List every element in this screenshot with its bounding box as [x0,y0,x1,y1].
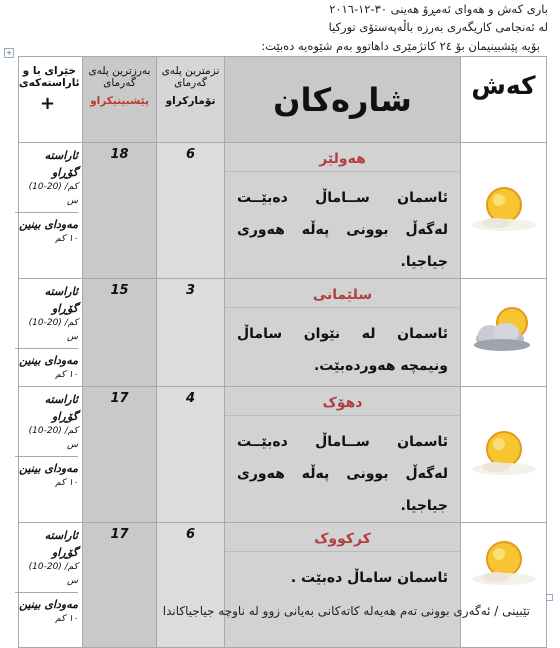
visibility-label: مەودای بینین [19,353,78,367]
table-row [19,523,547,648]
city-forecast: ئاسمان لە نێوان ساماڵ ونیمچە هەوردەبێت. [237,326,448,374]
wind-cell [19,387,83,523]
wind-speed: (10-20) کم/س [28,562,78,587]
wind-speed: (10-20) کم/س [28,182,78,207]
min-temp-header-sub: تۆمارکراو [165,95,216,107]
city-name: دهۆک [225,387,460,416]
visibility-label: مەودای بینین [19,217,78,231]
min-temp-cell: 3 [157,279,225,387]
city-name: کرکووک [225,523,460,552]
visibility-label: مەودای بینین [19,597,78,611]
table-row [19,279,547,387]
sunny-icon [466,179,542,239]
min-temp-column-header [157,57,225,143]
city-forecast: ئاسمان ســاماڵ دەبێــت لەگەڵ بوونی پەڵە هەوری جیاجیا. [237,190,448,270]
weather-column-header: کەش [461,57,547,143]
max-temp-cell: 18 [83,143,157,279]
wind-cell [19,523,83,648]
city-cell [225,387,461,523]
city-cell [225,279,461,387]
header-date-line: باری کەش و هەوای ئەمڕۆ هەینی ٣٠-١٢-٢٠١٦ [329,2,548,16]
city-name: سلێمانی [225,279,460,308]
wind-speed: (10-20) کم/س [28,318,78,343]
max-temp-cell: 17 [83,523,157,648]
table-resize-handle[interactable] [546,594,553,601]
max-temp-header-sub: پێشبینیکراو [90,95,149,107]
wind-header-label: خێرای با و ئاراستەکەی [19,65,80,89]
wind-speed: (10-20) کم/س [28,426,78,451]
wind-cell [19,279,83,387]
city-forecast: ئاسمان ســاماڵ دەبێــت لەگەڵ بوونی پەڵە هەوری جیاجیا. [237,434,448,514]
min-temp-cell: 6 [157,523,225,648]
visibility-value: ١٠ کم [55,234,78,245]
weather-icon-cell [461,523,547,648]
min-temp-header-label: نزمترین پلەی گەرمای [161,65,220,89]
city-name: هەولێر [225,143,460,172]
table-move-handle[interactable]: + [4,48,14,58]
city-cell [225,143,461,279]
table-row [19,387,547,523]
wind-column-header [19,57,83,143]
max-temp-cell: 17 [83,387,157,523]
max-temp-cell: 15 [83,279,157,387]
wind-direction: ئاراستە گۆڕاو [44,285,78,316]
visibility-value: ١٠ کم [55,614,78,625]
weather-icon-cell [461,143,547,279]
weather-icon-cell [461,279,547,387]
table-row [19,143,547,279]
header-forecast-line: بۆیە پێشبینیمان بۆ ٢٤ کاتژمێری داهاتوو بەم شێوەیە دەبێت: [261,39,540,53]
min-temp-cell: 4 [157,387,225,523]
sunny-icon [466,423,542,483]
min-temp-cell: 6 [157,143,225,279]
wind-direction: ئاراستە گۆڕاو [44,393,78,424]
wind-direction: ئاراستە گۆڕاو [44,529,78,560]
city-forecast: ئاسمان ساماڵ دەبێت . [290,570,448,586]
wind-cell [19,143,83,279]
visibility-value: ١٠ کم [55,478,78,489]
header-cause-line: لە ئەنجامی کاریگەری بەرزە باڵەپەستۆی تورکیا [328,20,548,34]
max-temp-column-header [83,57,157,143]
cities-column-header: شارەکان [225,57,461,143]
footer-note: تێبینی / ئەگەری بوونی تەم هەیەلە کاتەکانی بەیانی زوو لە ناوچە جیاجیاکاندا [162,604,530,618]
table-header-row [19,57,547,143]
city-cell [225,523,461,648]
weather-icon-cell [461,387,547,523]
partly-cloudy-icon [466,301,542,361]
max-temp-header-label: بەرزترین پلەی گەرمای [88,65,151,89]
sunny-icon [466,533,542,593]
visibility-value: ١٠ کم [55,370,78,381]
visibility-label: مەودای بینین [19,461,78,475]
forecast-table [18,56,547,648]
plus-icon[interactable]: + [39,93,56,114]
wind-direction: ئاراستە گۆڕاو [44,149,78,180]
